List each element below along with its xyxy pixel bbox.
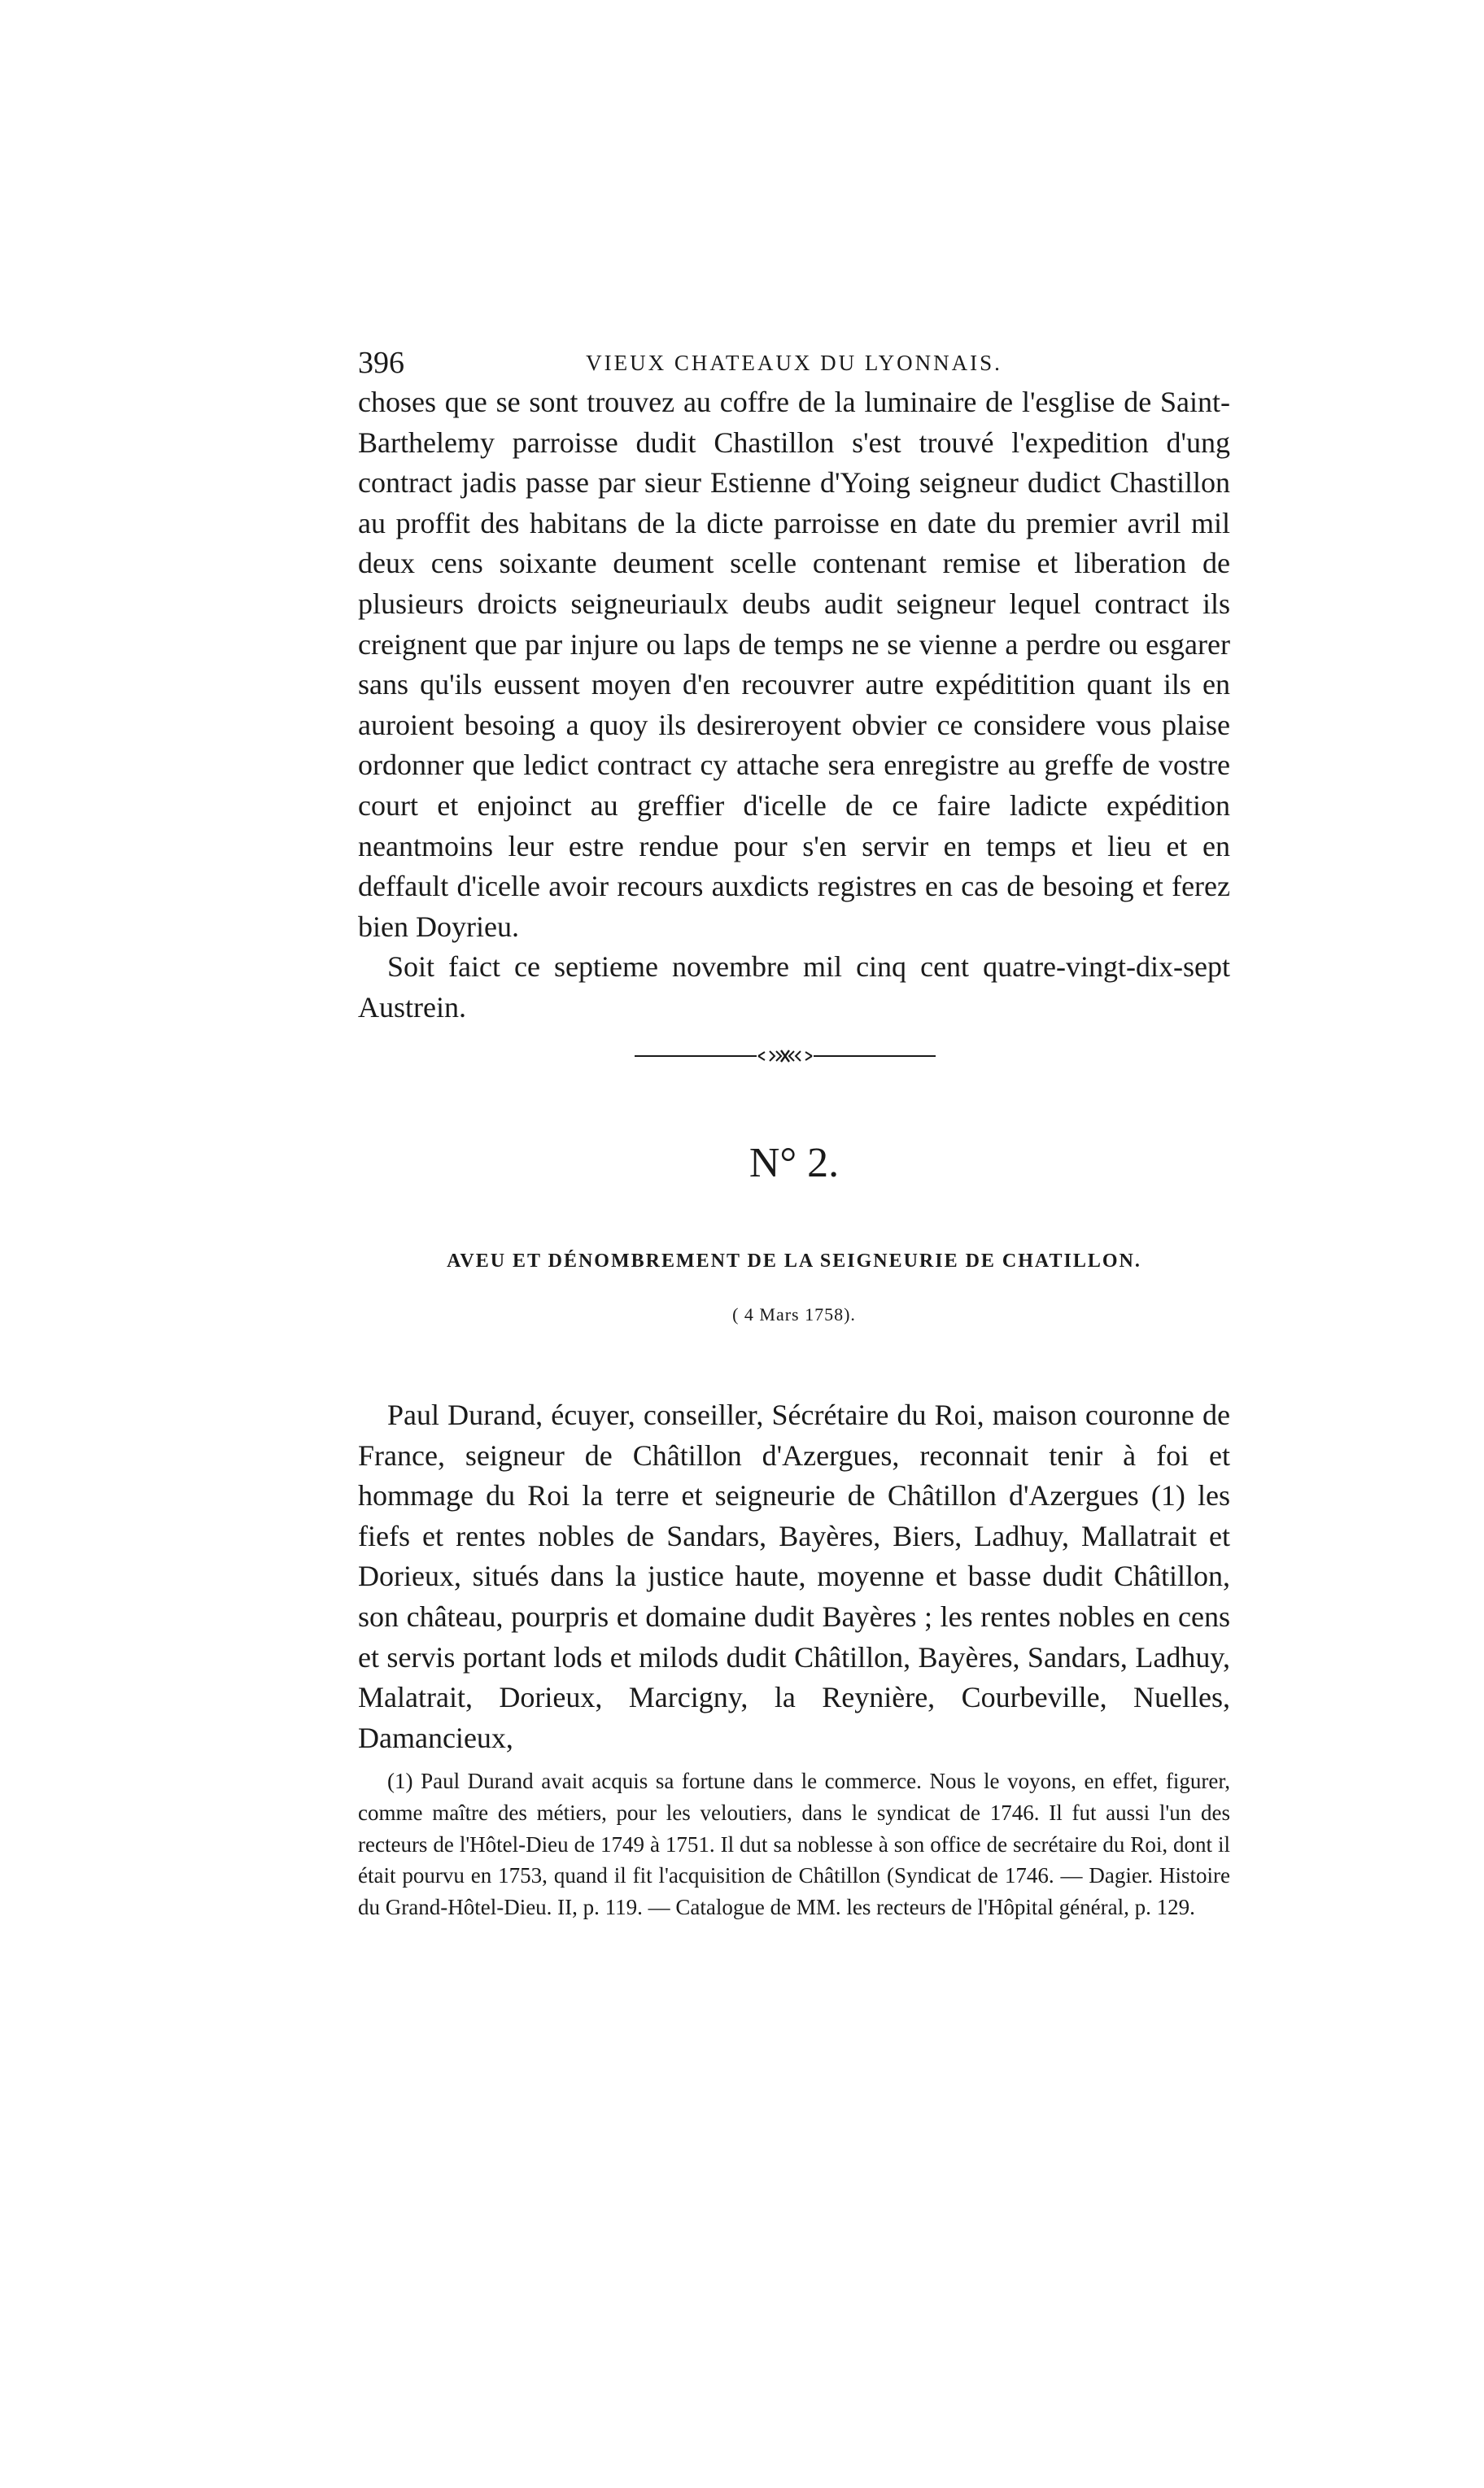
footnote-text: (1) Paul Durand avait acquis sa fortune dans le commerce. Nous le voyons, en effet, figurer, comme maître des métiers, pour les veloutiers, dans le syndicat de 1746. Il fut aussi l'un des recteurs de l'Hôtel-Dieu de 1749 à 1751. Il dut sa noblesse à son office de secrétaire du Roi, dont il était pourvu en 1753, quand il fit l'acquisition de Châtillon (Syndicat de 1746. — Dagier. Histoire du Grand-Hôtel-Dieu. II, p. 119. — Catalogue de MM. les recteurs de l'Hôpital général, p. 129. [358,1769,1230,1920]
section-number: N° 2. [749,1140,840,1186]
running-title: VIEUX CHATEAUX DU LYONNAIS. [586,351,1002,375]
page-number: 396 [358,346,404,380]
continued-paragraph: choses que se sont trouvez au coffre de la luminaire de l'esglise de Saint-Barthelemy parroisse dudit Chastillon s'est trouvé l'expedition d'ung contract jadis passe par sieur Estienne d'Yoing seigneur dudict Chastillon au proffit des habitans de la dicte parroisse en date du premier avril mil deux cens soixante deument scelle contenant remise et liberation de plusieurs droicts seigneuriaulx deubs audit seigneur lequel contract ils creignent que par injure ou laps de temps ne se vienne a perdre ou esgarer sans qu'ils eussent moyen d'en recouvrer autre expéditition quant ils en auroient besoing a quoy ils desireroyent obvier ce considere vous plaise ordonner que ledict contract cy attache sera enregistre au greffe de vostre court et enjoinct au greffier d'icelle de ce faire ladicte expédition neantmoins leur estre rendue pour s'en servir en temps et lieu et en deffault d'icelle avoir recours auxdicts registres en cas de besoing et ferez bien Doyrieu. [358,386,1230,943]
closing-paragraph: Soit faict ce septieme novembre mil cinq cent quatre-vingt-dix-sept Austrein. [358,950,1230,1024]
section-ornament [635,1046,936,1066]
section-date: ( 4 Mars 1758). [732,1304,856,1325]
document-body [358,382,1230,1028]
footnote [358,1766,1230,1923]
section-title: AVEU ET DÉNOMBREMENT DE LA SEIGNEURIE DE CHATILLON. [447,1251,1141,1272]
running-head [358,342,1230,384]
act-paragraph: Paul Durand, écuyer, conseiller, Sécrétaire du Roi, maison couronne de France, seigneur de Châtillon d'Azergues, reconnait tenir à foi et hommage du Roi la terre et seigneurie de Châtillon d'Azergues (1) les fiefs et rentes nobles de Sandars, Bayères, Biers, Ladhuy, Mallatrait et Dorieux, situés dans la justice haute, moyenne et basse dudit Châtillon, son château, pourpris et domaine dudit Bayères ; les rentes nobles en cens et servis portant lods et milods dudit Châtillon, Bayères, Sandars, Ladhuy, Malatrait, Dorieux, Marcigny, la Reynière, Courbeville, Nuelles, Damancieux, [358,1399,1230,1754]
act-body [358,1395,1230,1758]
